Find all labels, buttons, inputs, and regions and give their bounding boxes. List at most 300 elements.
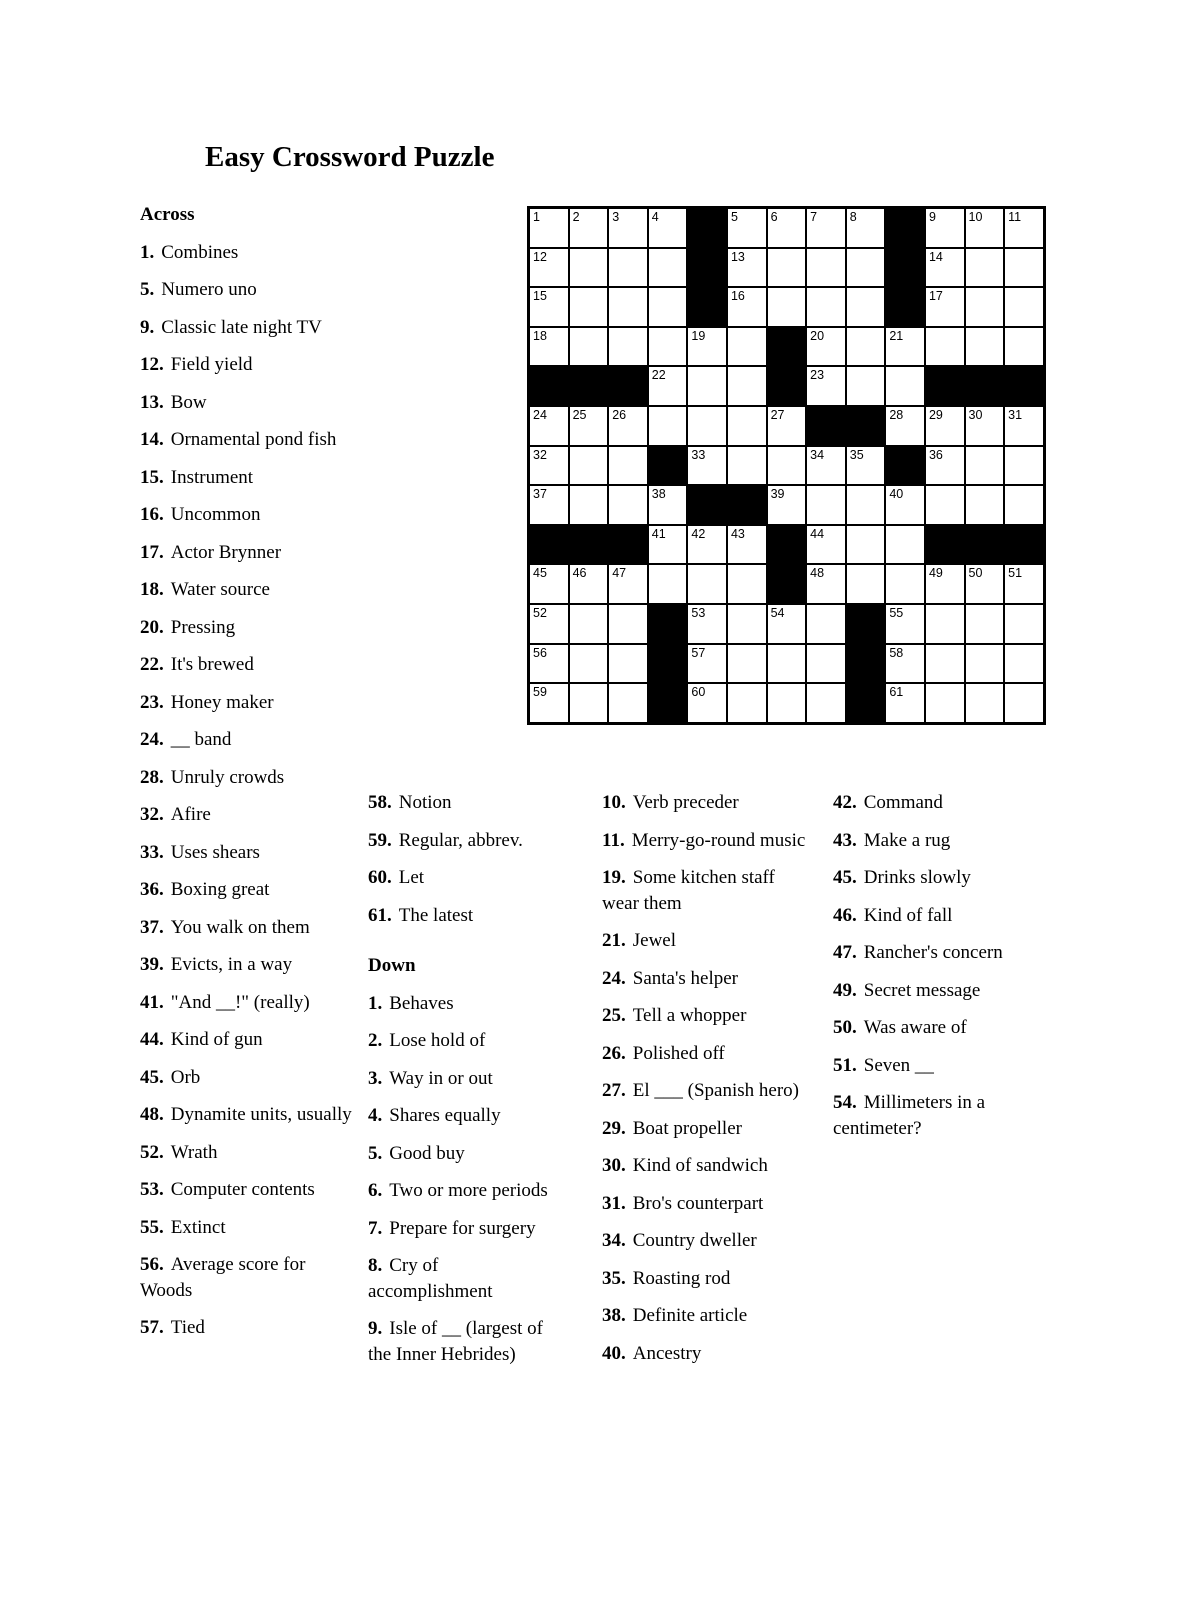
cell-number: 47 [612,566,627,581]
grid-cell [846,485,886,525]
clue-number: 30. [602,1155,626,1176]
down-clues-list-tail [833,790,1033,1141]
clue-text: Cry of accomplishment [368,1255,493,1302]
grid-cell [569,683,609,723]
clue-item [833,978,1033,1004]
grid-cell [806,287,846,327]
grid-cell [727,406,767,446]
clue-item [140,240,352,266]
clue-text: Way in or out [389,1067,493,1089]
cell-number: 61 [889,685,904,700]
grid-cell [529,644,569,684]
clue-number: 5. [140,279,155,300]
grid-cell [529,406,569,446]
black-cell [885,248,925,288]
clue-text: Ornamental pond fish [170,429,337,450]
grid-cell [687,604,727,644]
black-cell [687,208,727,248]
grid-cell [965,446,1005,486]
clue-number: 53. [140,1179,164,1200]
clue-item [140,352,352,378]
clue-item [140,765,352,791]
clue-item [602,828,814,854]
clue-item [602,1153,814,1179]
clue-item [602,1041,814,1067]
grid-cell [806,644,846,684]
grid-cell [1004,327,1044,367]
grid-cell [925,644,965,684]
cell-number: 5 [730,210,738,224]
black-cell [687,287,727,327]
grid-cell [806,366,846,406]
clue-item [140,1315,352,1341]
clue-text: Rancher's concern [863,942,1003,963]
grid-cell [687,327,727,367]
grid-cell [608,406,648,446]
clue-number: 11. [602,829,625,851]
cell-number: 39 [770,487,785,502]
cell-number: 55 [889,605,904,620]
black-cell [608,525,648,565]
cell-number: 57 [691,645,706,660]
grid-cell [846,208,886,248]
grid-cell [648,485,688,525]
clue-text: Behaves [389,992,454,1014]
clue-number: 44. [140,1029,164,1050]
clue-number: 52. [140,1141,164,1163]
clue-number: 20. [140,616,164,638]
cell-number: 19 [691,328,706,343]
clue-number: 47. [833,942,857,963]
black-cell [846,604,886,644]
clue-text: Numero uno [161,279,257,300]
grid-cell [806,525,846,565]
grid-cell [529,287,569,327]
clue-item [602,1341,814,1367]
clue-number: 58. [368,792,392,813]
clue-item [140,315,352,341]
grid-cell [569,406,609,446]
clue-text: It's brewed [170,654,254,675]
clue-number: 54. [833,1092,857,1113]
clue-number: 59. [368,829,392,851]
grid-cell [925,327,965,367]
clue-item [833,1015,1033,1041]
cell-number: 10 [968,210,983,224]
clue-text: Millimeters in a centimeter? [833,1092,986,1139]
clue-text: Orb [170,1066,201,1088]
grid-cell [608,604,648,644]
black-cell [1004,366,1044,406]
clue-number: 19. [602,867,626,888]
cell-number: 49 [928,566,943,581]
clue-item [368,828,564,854]
black-cell [767,366,807,406]
grid-cell [846,287,886,327]
clue-text: Dynamite units, usually [170,1104,352,1125]
clue-number: 35. [602,1267,626,1289]
clue-number: 36. [140,879,164,900]
black-cell [806,406,846,446]
clue-text: Was aware of [863,1017,967,1038]
grid-cell [727,287,767,327]
clue-number: 43. [833,829,857,851]
grid-cell [1004,683,1044,723]
grid-cell [648,366,688,406]
grid-cell [608,683,648,723]
clue-item [833,865,1033,891]
grid-cell [965,406,1005,446]
cell-number: 38 [651,487,666,502]
clue-number: 46. [833,904,857,926]
clue-number: 56. [140,1254,164,1275]
grid-cell [846,525,886,565]
clue-number: 1. [140,241,155,263]
clue-item [368,1141,564,1167]
clue-number: 7. [368,1217,383,1239]
clue-item [140,1177,352,1203]
grid-cell [965,485,1005,525]
clue-number: 51. [833,1054,857,1076]
black-cell [846,683,886,723]
clue-number: 8. [368,1255,383,1276]
grid-cell [885,327,925,367]
grid-cell [806,208,846,248]
black-cell [648,683,688,723]
cell-number: 22 [651,368,666,383]
clue-text: __ band [170,729,232,750]
grid-cell [767,406,807,446]
clue-text: Notion [398,792,452,813]
clue-item [140,502,352,528]
black-cell [965,366,1005,406]
cell-number: 37 [533,487,547,502]
grid-cell [648,287,688,327]
grid-cell [846,446,886,486]
grid-cell [965,287,1005,327]
clue-text: Santa's helper [632,967,739,989]
grid-cell [529,485,569,525]
grid-cell [925,564,965,604]
clue-item [140,915,352,941]
grid-cell [925,406,965,446]
cell-number: 15 [533,289,547,304]
clue-item [602,1116,814,1142]
cell-number: 31 [1008,407,1023,422]
clue-number: 22. [140,654,164,675]
clue-item [368,991,564,1017]
black-cell [529,366,569,406]
grid-cell [569,208,609,248]
clue-item [368,1178,564,1204]
grid-cell [608,287,648,327]
grid-cell [727,564,767,604]
clue-text: Water source [170,579,270,600]
clue-item [140,1027,352,1053]
clue-text: Tell a whopper [632,1005,747,1026]
grid-cell [648,248,688,288]
clue-item [140,840,352,866]
cell-number: 1 [533,210,540,224]
grid-cell [965,604,1005,644]
clue-number: 10. [602,792,626,813]
cell-number: 50 [968,566,983,581]
clue-item [140,390,352,416]
grid-cell [925,208,965,248]
clue-number: 39. [140,954,164,975]
grid-cell [687,406,727,446]
clue-item [368,1253,564,1304]
black-cell [648,446,688,486]
clue-text: Kind of fall [863,904,953,926]
cell-number: 34 [810,447,825,462]
cell-number: 16 [730,289,745,304]
grid-cell [727,604,767,644]
clue-text: Verb preceder [632,792,739,813]
clue-number: 60. [368,867,392,888]
cell-number: 29 [928,407,943,422]
down-clues-list-head [368,991,564,1368]
clue-number: 49. [833,979,857,1001]
grid-cell [925,446,965,486]
clue-text: Roasting rod [632,1267,731,1289]
black-cell [925,525,965,565]
cell-number: 7 [810,210,818,224]
cell-number: 14 [928,249,943,264]
grid-cell [885,604,925,644]
clue-number: 55. [140,1216,164,1238]
clue-number: 41. [140,991,164,1013]
clue-item [368,1216,564,1242]
grid-cell [885,644,925,684]
clue-text: Tied [170,1317,205,1338]
clue-item [833,790,1033,816]
grid-cell [648,564,688,604]
grid-cell [806,564,846,604]
clue-text: Kind of sandwich [632,1155,768,1176]
grid-cell [648,525,688,565]
grid-cell [608,208,648,248]
clue-text: Make a rug [863,829,951,851]
clue-number: 21. [602,930,626,951]
clue-number: 1. [368,992,383,1014]
cell-number: 11 [1008,210,1022,224]
clue-number: 26. [602,1042,626,1064]
cell-number: 3 [612,210,620,224]
clue-number: 14. [140,429,164,450]
grid-cell [608,327,648,367]
cell-number: 32 [533,447,547,462]
clue-text: The latest [398,904,474,926]
grid-cell [1004,406,1044,446]
clue-number: 3. [368,1067,383,1089]
clue-number: 61. [368,904,392,926]
clue-text: Two or more periods [389,1180,548,1201]
grid-cell [608,248,648,288]
across-clues-list-tail [368,790,564,928]
clue-text: Pressing [170,616,236,638]
cell-number: 4 [651,210,659,224]
clue-text: Secret message [863,979,981,1001]
clue-number: 31. [602,1192,626,1214]
clue-text: Wrath [170,1141,218,1163]
grid-cell [569,564,609,604]
clue-item [140,690,352,716]
clue-text: Extinct [170,1216,226,1238]
grid-cell [1004,604,1044,644]
cell-number: 51 [1008,566,1023,581]
clue-text: Definite article [632,1305,748,1326]
clue-number: 23. [140,691,164,713]
grid-cell [1004,208,1044,248]
clue-text: Drinks slowly [863,867,971,888]
black-cell [687,485,727,525]
clue-text: Regular, abbrev. [398,829,523,851]
clue-text: Field yield [170,354,253,375]
clue-text: Average score for Woods [140,1254,306,1301]
grid-cell [965,327,1005,367]
crossword-grid [527,206,1046,725]
grid-cell [965,644,1005,684]
clue-text: Evicts, in a way [170,954,293,975]
grid-cell [925,248,965,288]
clue-item [602,790,814,816]
clue-item [833,940,1033,966]
clue-item [140,615,352,641]
clue-item [140,1215,352,1241]
grid-cell [529,604,569,644]
clue-text: Let [398,867,425,888]
clue-item [140,1065,352,1091]
cell-number: 43 [730,526,745,541]
clue-number: 45. [833,867,857,888]
cell-number: 52 [533,605,547,620]
clue-text: Country dweller [632,1230,757,1251]
cell-number: 28 [889,407,904,422]
cell-number: 24 [533,407,547,422]
grid-cell [767,248,807,288]
clue-number: 17. [140,541,164,563]
clue-text: Honey maker [170,691,274,713]
clue-number: 15. [140,466,164,488]
cell-number: 44 [810,526,825,541]
grid-cell [1004,564,1044,604]
clue-item [140,465,352,491]
clue-item [368,1316,564,1367]
grid-cell [727,366,767,406]
clue-item [602,928,814,954]
clue-text: Good buy [389,1142,465,1164]
clue-text: Seven __ [863,1054,934,1076]
cell-number: 9 [928,210,936,224]
grid-cell [965,564,1005,604]
down-clues-list-mid [602,790,814,1366]
cell-number: 40 [889,487,904,502]
grid-cell [608,564,648,604]
clue-number: 33. [140,841,164,863]
clue-text: Classic late night TV [161,316,322,338]
grid-cell [569,248,609,288]
black-cell [648,604,688,644]
clue-number: 18. [140,579,164,600]
grid-cell [687,525,727,565]
clue-item [140,577,352,603]
clue-item [140,427,352,453]
clue-text: You walk on them [170,916,310,938]
clue-item [140,952,352,978]
clue-number: 2. [368,1030,383,1051]
cell-number: 13 [730,249,745,264]
clue-text: Kind of gun [170,1029,263,1050]
clue-text: Unruly crowds [170,766,285,788]
clue-text: Actor Brynner [170,541,282,563]
clue-number: 16. [140,504,164,525]
grid-cell [569,287,609,327]
cell-number: 60 [691,685,706,700]
grid-cell [846,366,886,406]
black-cell [608,366,648,406]
cell-number: 33 [691,447,706,462]
grid-cell [767,446,807,486]
grid-cell [806,248,846,288]
cell-number: 45 [533,566,547,581]
clue-item [602,1003,814,1029]
grid-cell [727,683,767,723]
cell-number: 26 [612,407,627,422]
clue-text: Isle of __ (largest of the Inner Hebrides) [368,1318,543,1365]
clue-number: 12. [140,354,164,375]
black-cell [885,208,925,248]
grid-cell [767,208,807,248]
clue-text: Combines [161,241,239,263]
clue-number: 27. [602,1080,626,1101]
clue-text: Uncommon [170,504,261,525]
grid-cell [965,248,1005,288]
clue-item [602,865,814,916]
black-cell [767,525,807,565]
clue-number: 28. [140,766,164,788]
black-cell [965,525,1005,565]
black-cell [767,564,807,604]
clue-item [140,1252,352,1303]
grid-cell [727,327,767,367]
clue-text: Some kitchen staff wear them [602,867,775,914]
clue-number: 57. [140,1317,164,1338]
clue-text: Bow [170,391,207,413]
grid-cell [569,327,609,367]
clue-item [368,903,564,929]
clue-number: 29. [602,1117,626,1139]
grid-cell [885,406,925,446]
grid-cell [925,683,965,723]
cell-number: 27 [770,407,785,422]
cell-number: 6 [770,210,778,224]
cell-number: 8 [849,210,857,224]
grid-cell [648,406,688,446]
clue-text: Merry-go-round music [631,829,806,851]
cell-number: 18 [533,328,547,343]
clue-item [602,1078,814,1104]
cell-number: 30 [968,407,983,422]
clue-text: Afire [170,804,211,825]
clue-text: Computer contents [170,1179,315,1200]
grid-cell [767,683,807,723]
black-cell [569,366,609,406]
grid-cell [767,644,807,684]
clue-text: Boat propeller [632,1117,742,1139]
clue-text: Prepare for surgery [389,1217,536,1239]
grid-cell [529,248,569,288]
